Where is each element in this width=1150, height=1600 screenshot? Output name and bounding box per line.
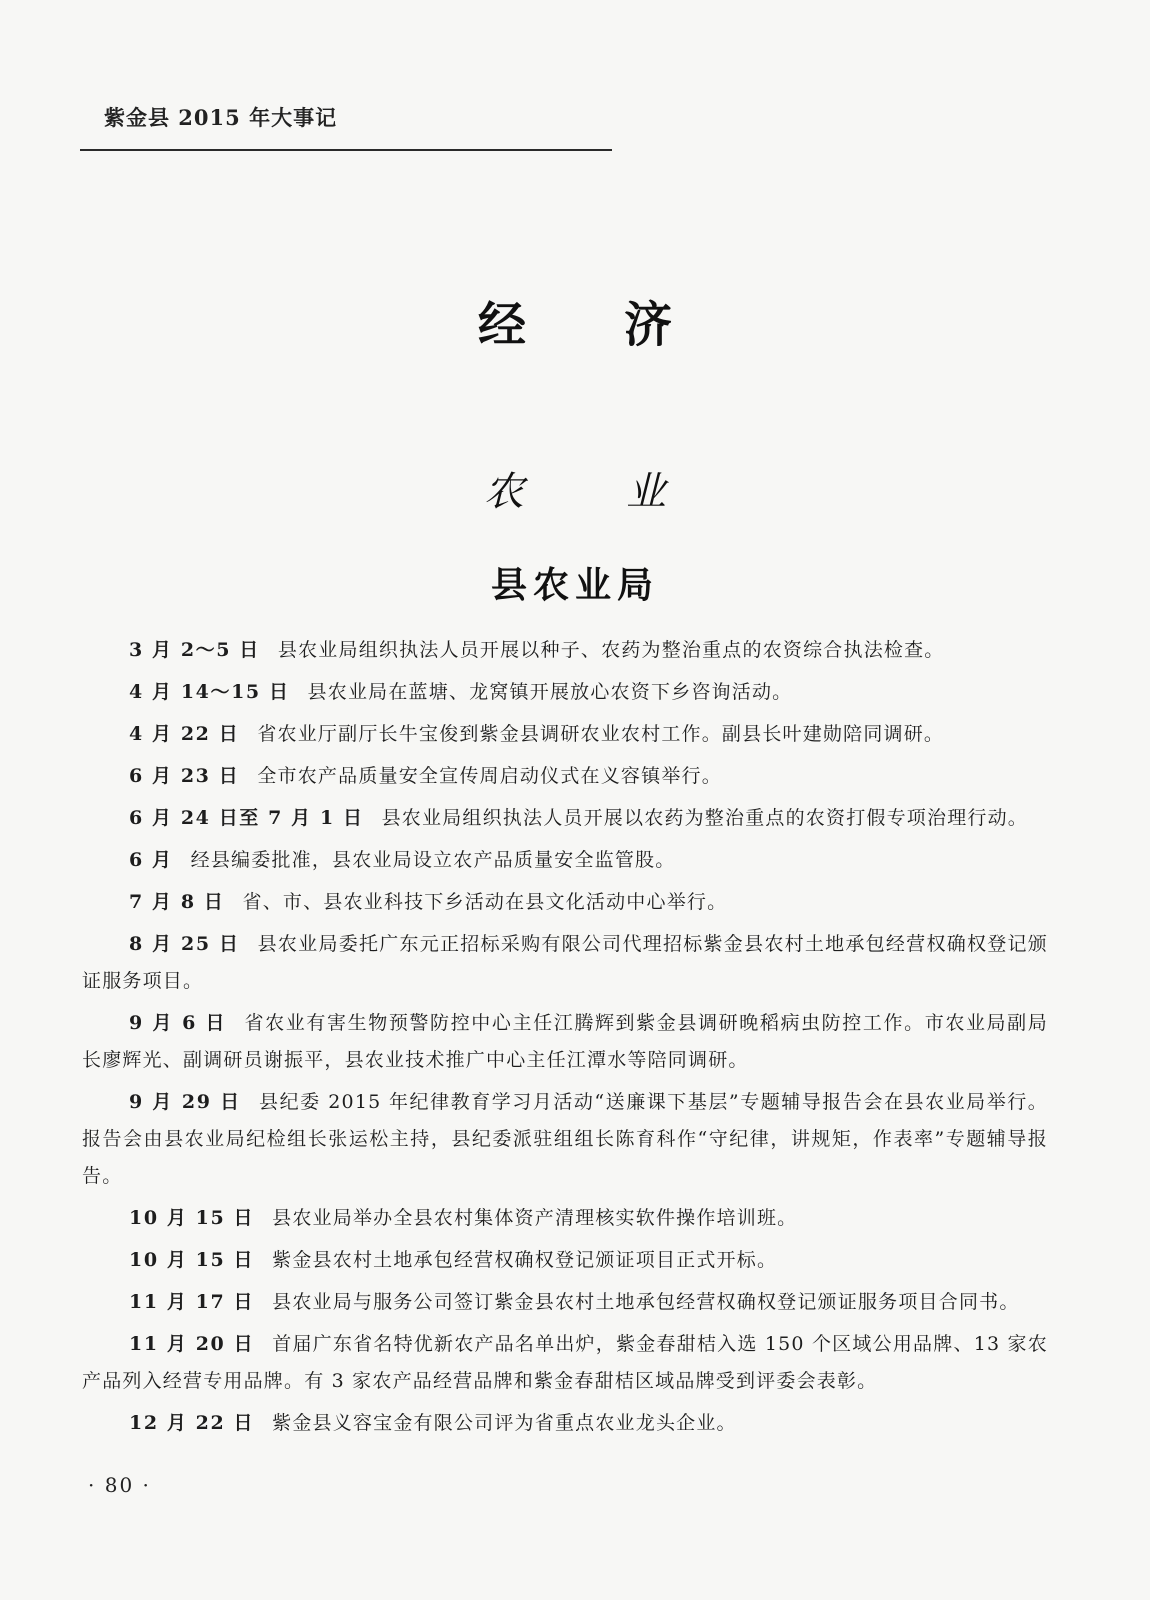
event-entry <box>82 1084 1048 1195</box>
event-date: 8 月 25 日 <box>129 933 240 955</box>
event-text: 紫金县义容宝金有限公司评为省重点农业龙头企业。 <box>272 1412 737 1434</box>
event-text: 县农业局举办全县农村集体资产清理核实软件操作培训班。 <box>272 1207 798 1229</box>
event-date: 3 月 2～5 日 <box>129 639 260 661</box>
event-text: 全市农产品质量安全宣传周启动仪式在义容镇举行。 <box>257 765 722 787</box>
chapter-title: 经济 <box>477 297 770 353</box>
event-date: 12 月 22 日 <box>129 1412 255 1434</box>
event-text: 县农业局与服务公司签订紫金县农村土地承包经营权确权登记颁证服务项目合同书。 <box>272 1291 1020 1313</box>
event-text: 省农业有害生物预警防控中心主任江腾辉到紫金县调研晚稻病虫防控工作。市农业局副局长廖辉光、副调研员谢振平，县农业技术推广中心主任江潭水等陪同调研。 <box>82 1012 1048 1071</box>
event-date: 4 月 14～15 日 <box>129 681 290 703</box>
page-number: · 80 · <box>88 1473 151 1497</box>
event-entry <box>82 632 1048 669</box>
event-date: 9 月 6 日 <box>129 1012 227 1034</box>
running-header: 紫金县 2015 年大事记 <box>104 105 338 130</box>
event-list <box>82 632 1048 1447</box>
event-date: 11 月 20 日 <box>129 1333 255 1355</box>
event-text: 县农业局在蓝塘、龙窝镇开展放心农资下乡咨询活动。 <box>307 681 793 703</box>
event-text: 县纪委 2015 年纪律教育学习月活动“送廉课下基层”专题辅导报告会在县农业局举行。报告会由县农业局纪检组长张运松主持，县纪委派驻组组长陈育科作“守纪律，讲规矩，作表率”专题辅导报告。 <box>82 1091 1048 1187</box>
event-date: 6 月 <box>129 849 173 871</box>
event-entry <box>82 1200 1048 1237</box>
event-entry <box>82 1405 1048 1442</box>
event-entry <box>82 1242 1048 1279</box>
event-date: 11 月 17 日 <box>129 1291 255 1313</box>
event-entry <box>82 926 1048 1000</box>
event-entry <box>82 842 1048 879</box>
event-date: 6 月 23 日 <box>129 765 240 787</box>
event-date: 9 月 29 日 <box>129 1091 242 1113</box>
event-date: 10 月 15 日 <box>129 1249 255 1271</box>
event-entry <box>82 1326 1048 1400</box>
event-date: 7 月 8 日 <box>129 891 225 913</box>
event-entry <box>82 716 1048 753</box>
event-entry <box>82 758 1048 795</box>
event-text: 经县编委批准，县农业局设立农产品质量安全监管股。 <box>190 849 676 871</box>
subsection-title: 县农业局 <box>490 565 659 606</box>
event-entry <box>82 884 1048 921</box>
event-text: 省、市、县农业科技下乡活动在县文化活动中心举行。 <box>242 891 728 913</box>
event-text: 省农业厅副厅长牛宝俊到紫金县调研农业农村工作。副县长叶建勋陪同调研。 <box>257 723 945 745</box>
event-entry <box>82 800 1048 837</box>
event-text: 县农业局组织执法人员开展以农药为整治重点的农资打假专项治理行动。 <box>381 807 1029 829</box>
event-date: 6 月 24 日至 7 月 1 日 <box>129 807 364 829</box>
event-date: 4 月 22 日 <box>129 723 240 745</box>
event-text: 首届广东省名特优新农产品名单出炉，紫金春甜桔入选 150 个区域公用品牌、13 家农产品列入经营专用品牌。有 3 家农产品经营品牌和紫金春甜桔区域品牌受到评委会表彰。 <box>82 1333 1048 1392</box>
event-date: 10 月 15 日 <box>129 1207 255 1229</box>
section-title: 农业 <box>484 469 768 515</box>
event-entry <box>82 674 1048 711</box>
event-text: 紫金县农村土地承包经营权确权登记颁证项目正式开标。 <box>272 1249 778 1271</box>
header-rule <box>80 149 612 151</box>
event-text: 县农业局委托广东元正招标采购有限公司代理招标紫金县农村土地承包经营权确权登记颁证服务项目。 <box>82 933 1048 992</box>
event-entry <box>82 1005 1048 1079</box>
event-text: 县农业局组织执法人员开展以种子、农药为整治重点的农资综合执法检查。 <box>277 639 945 661</box>
event-entry <box>82 1284 1048 1321</box>
